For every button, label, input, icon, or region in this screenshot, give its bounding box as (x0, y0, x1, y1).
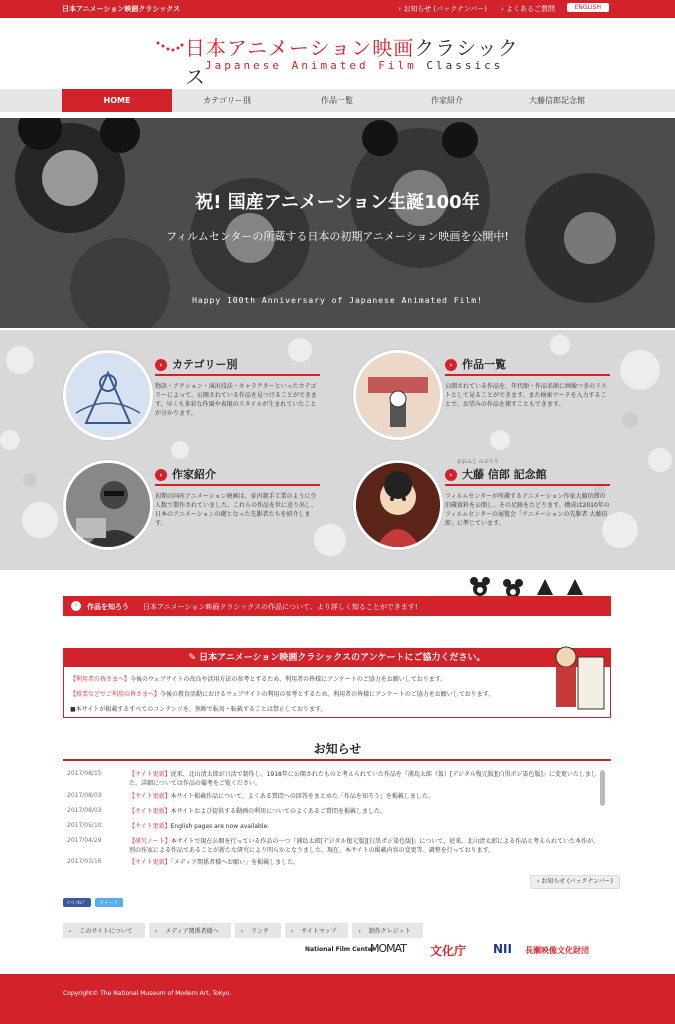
news-divider (63, 759, 611, 761)
top-links (398, 4, 555, 14)
survey-notice: ■本サイトが掲載するすべてのコンテンツを、無断で転用・転載することは禁止しております。 (70, 706, 327, 713)
divider (155, 374, 320, 376)
bunkacho-logo[interactable]: 文化庁 (430, 944, 467, 958)
faq-link[interactable]: › よくあるご質問 (500, 5, 555, 13)
site-name[interactable]: 日本アニメーション映画クラシックス (62, 5, 181, 13)
card-ofuji-text: フィルムセンターが所蔵するアニメーション作家大藤信郎の旧蔵資料を公開し、その足跡をたどります。構成は2010年のフィルムセンターの展覧会「アニメーションの先駆者 大藤信郎」に準じています。 (445, 493, 610, 527)
artists-thumbnail (63, 460, 153, 550)
card-artists-title: › 作家紹介 (155, 466, 216, 482)
works-thumbnail (353, 350, 443, 440)
news-scrollbar[interactable] (600, 770, 605, 806)
hero-title: 祝! 国産アニメーション生誕100年 (195, 192, 480, 213)
nav-category[interactable]: カテゴリー別 (203, 96, 251, 105)
hero-banner (0, 118, 675, 328)
divider (445, 484, 610, 486)
survey-title[interactable]: ✎ 日本アニメーション映画クラシックスのアンケートにご協力ください。 (64, 649, 610, 667)
social-buttons (63, 898, 123, 907)
logo-dots-icon (155, 40, 185, 54)
facebook-like-button[interactable]: いいね！ (63, 898, 91, 907)
divider (445, 374, 610, 376)
nav-artists[interactable]: 作家紹介 (431, 96, 463, 105)
card-artists[interactable] (63, 460, 323, 555)
works-illustration-icon (356, 353, 440, 437)
hero-subtitle: フィルムセンターの所蔵する日本の初期アニメーション映画を公開中! (166, 230, 509, 243)
artist-portrait-icon (66, 463, 150, 547)
footer-link-media[interactable]: › メディア関係者様へ (149, 923, 231, 938)
ofuji-thumbnail (353, 460, 443, 550)
card-category-text: 物語・アクション・演出技法・キャラクターといったカテゴリーによって、公開されている作品を見つけることができます。早くも多彩な作風や表現のスタイルが生まれていたことが分かります。 (155, 383, 317, 417)
footer-link-credits[interactable]: › 制作クレジット (352, 923, 422, 938)
momat-logo[interactable]: MOMAT (370, 942, 407, 955)
news-list: 2017/08/15 【サイト更新】従来、北山清太郎が日活で制作し、1918年に公開されたものと考えられていた作品を『浦島太郎（仮）[デジタル復元版][白黒ポジ染色版]』に変更いたしました。詳細については作品の備考をご覧ください。 2017/08/03 【サイト更新】本サイト掲載作品について、よくある質問への回答をまとめた「作品を知ろう」を掲載しました。 2017/08/03 【サイト更新】本サイトおよび提供する動画の利用についてのよくあるご質問を掲載しました。 2017/05/10 【サイト更新】English pages are now available. 2017/04/29 【研究ノート】本サイトで現在公開を行っている作品の一つ『浦島太郎[デジタル復元版][白黒ポジ染色版]』について、従来、北山清太郎による作品と考えられていた本作が、別の作家による作品であることが新たな研究により明らかとなりました。現在、本サイトの掲載内容の変更等、調整を行っております。 2017/03/16 【サイト更新】「メディア関係者様へお願い」を掲載しました。 (67, 770, 600, 866)
arrow-right-icon: › (445, 469, 457, 481)
arrow-right-icon: › (445, 359, 457, 371)
card-works[interactable] (353, 350, 613, 445)
divider (155, 484, 320, 486)
card-category[interactable] (63, 350, 323, 445)
english-button[interactable]: ENGLISH (567, 3, 609, 12)
category-section (0, 330, 675, 570)
arrow-right-icon: › (155, 469, 167, 481)
news-title: お知らせ (313, 742, 362, 756)
hero-english: Happy 100th Anniversary of Japanese Animated Film! (192, 296, 483, 305)
footer-link-sitemap[interactable]: › サイトマップ (285, 923, 349, 938)
arrow-right-icon: › (155, 359, 167, 371)
survey-row-users[interactable]: 【利用者の皆さまへ】今後のウェブサイトの改良や活用方法の参考とするため、利用者の皆様にアンケートのご協力をお願いしております。 (70, 676, 447, 683)
ofuji-ruby: おおふじ のぶろう (457, 459, 499, 465)
news-backnumber-button[interactable]: › お知らせ (バックナンバー) (530, 875, 620, 889)
site-logo[interactable] (155, 32, 535, 89)
tweet-button[interactable]: ツイート (95, 898, 123, 907)
card-works-title: › 作品一覧 (445, 356, 506, 372)
footer-link-about[interactable]: › このサイトについて (63, 923, 145, 938)
nfc-logo[interactable]: National Film Center (305, 946, 375, 953)
main-nav (0, 89, 675, 112)
survey-box (63, 648, 611, 718)
category-illustration-icon (66, 353, 150, 437)
banner-label: 作品を知ろう (87, 603, 129, 611)
card-ofuji[interactable] (353, 460, 613, 555)
footer (0, 974, 675, 1024)
card-works-text: 公開されている作品を、年代順・作品名順に画像つきのリストとして見ることができます。また検索ワードを入力することで、お望みの作品を探すこともできます。 (445, 383, 607, 408)
nii-logo[interactable]: NII (493, 942, 512, 956)
arrow-right-icon: › (71, 601, 81, 611)
survey-character-icon (546, 641, 608, 719)
nav-works[interactable]: 作品一覧 (321, 96, 353, 105)
nagase-logo[interactable]: 長瀬映像文化財団 (525, 946, 589, 955)
nav-ofuji-museum[interactable]: 大藤信郎記念館 (529, 96, 585, 105)
logo-en: Japanese Animated Film Classics (205, 59, 504, 72)
ofuji-character-icon (356, 463, 440, 547)
copyright: Copyright© The National Museum of Modern Art, Tokyo. (63, 990, 231, 997)
news-backnumber-link[interactable]: › お知らせ (バックナンバー) (398, 5, 487, 13)
survey-row-education[interactable]: 【授業などでご利用の皆さまへ】今後の教育活動におけるウェブサイトの利用の参考とするため、利用者の皆様にアンケートのご協力をお願いしております。 (70, 691, 495, 698)
card-category-title: › カテゴリー別 (155, 356, 238, 372)
logo-jp: 日本アニメーション映画クラシックス (185, 36, 519, 89)
nav-home[interactable]: HOME (62, 89, 172, 112)
footer-nav (63, 923, 423, 938)
card-ofuji-title: › 大藤 信郎 記念館 おおふじ のぶろう (445, 466, 547, 482)
top-bar (0, 0, 675, 18)
partner-logos (305, 940, 605, 965)
learn-works-banner[interactable] (63, 596, 611, 616)
banner-text: 日本アニメーション映画クラシックスの作品について、より詳しく知ることができます! (143, 603, 418, 611)
card-artists-text: 初期の国産アニメーション映画は、家内制手工業のように少人数で製作されていました。これらの作品を世に送り出し、日本のアニメーションの礎となった先駆者たちを紹介します。 (155, 493, 318, 527)
footer-link-links[interactable]: › リンク (235, 923, 281, 938)
document-icon: ✎ (188, 653, 200, 663)
category-thumbnail (63, 350, 153, 440)
